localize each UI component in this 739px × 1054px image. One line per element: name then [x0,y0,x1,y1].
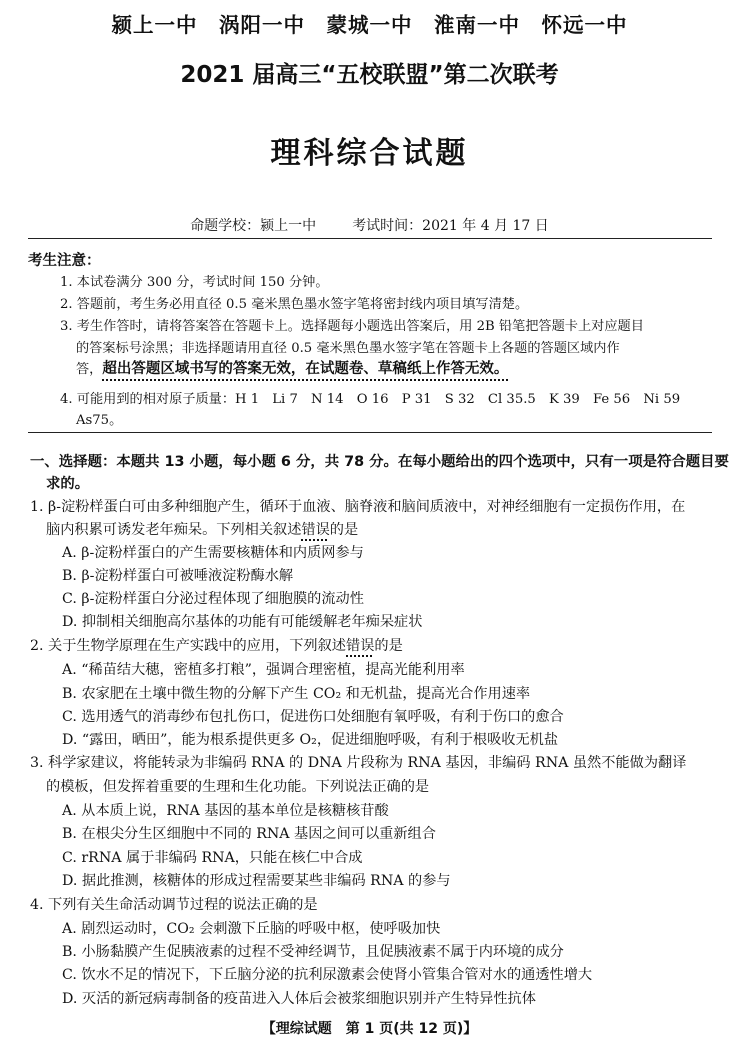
question-2-stem [30,635,403,655]
question-1-stem-suffix: 的是 [329,522,359,538]
question-3-option-c: C. rRNA 属于非编码 RNA，只能在核仁中合成 [62,850,363,866]
section-heading-line-1: 一、选择题：本题共 13 小题，每小题 6 分，共 78 分。在每小题给出的四个选项中，只有一项是符合题目要 [30,454,729,470]
question-1-stem-line-1: 1. β-淀粉样蛋白可由多种细胞产生，循环于血液、脑脊液和脑间质液中，对神经细胞有一定损伤作用，在 [30,499,686,515]
question-4-option-b: B. 小肠黏膜产生促胰液素的过程不受神经调节，且促胰液素不属于内环境的成分 [62,944,564,960]
notice-item-3-line-2: 的答案标号涂黑；非选择题请用直径 0.5 毫米黑色墨水签字笔在答题卡上各题的答题区域内作 [76,341,620,356]
question-4-option-d: D. 灭活的新冠病毒制备的疫苗进入人体后会被浆细胞识别并产生特异性抗体 [62,991,536,1007]
question-2-stem-prefix: 2. 关于生物学原理在生产实践中的应用，下列叙述 [30,638,346,654]
section-heading-line-2: 求的。 [46,476,90,492]
question-2-option-d: D. “露田，晒田”，能为根系提供更多 O₂，促进细胞呼吸，有利于根吸收无机盐 [62,732,559,748]
question-2-option-b: B. 农家肥在土壤中微生物的分解下产生 CO₂ 和无机盐，提高光合作用速率 [62,686,531,702]
question-1-stem-prefix: 脑内积累可诱发老年痴呆。下列相关叙述 [46,522,302,538]
question-2-emphasis: 错误 [346,638,375,654]
paper-title: 理科综合试题 [270,136,469,171]
notice-item-1: 1. 本试卷满分 300 分，考试时间 150 分钟。 [60,275,329,290]
exam-meta [0,215,739,235]
notice-item-3-line-1: 3. 考生作答时，请将答案答在答题卡上。选择题每小题选出答案后，用 2B 铅笔把答题卡上对应题目 [60,319,644,334]
exam-time: 考试时间：2021 年 4 月 17 日 [352,218,549,234]
top-rule [28,238,712,239]
question-1-option-b: B. β-淀粉样蛋白可被唾液淀粉酶水解 [62,568,294,584]
question-4-stem: 4. 下列有关生命活动调节过程的说法正确的是 [30,897,318,913]
notice-rule [28,432,712,433]
question-3-option-d: D. 据此推测，核糖体的形成过程需要某些非编码 RNA 的参与 [62,873,451,889]
question-1-option-d: D. 抑制相关细胞高尔基体的功能有可能缓解老年痴呆症状 [62,614,423,630]
question-3-option-a: A. 从本质上说，RNA 基因的基本单位是核糖核苷酸 [62,803,389,819]
notice-emphasis: 超出答题区域书写的答案无效，在试题卷、草稿纸上作答无效。 [102,361,509,377]
notice-item-4-line-2: As75。 [76,413,123,428]
question-3-stem-line-2: 的模板，但发挥着重要的生理和生化功能。下列说法正确的是 [46,779,430,795]
question-2-stem-suffix: 的是 [374,638,403,654]
notice-title: 考生注意： [28,253,101,269]
notice-item-3-prefix: 答， [76,362,103,377]
page-footer: 【理综试题 第 1 页(共 12 页)】 [261,1021,478,1037]
notice-item-4-line-1: 4. 可能用到的相对原子质量：H 1 Li 7 N 14 O 16 P 31 S 32 Cl 35.5 K 39 Fe 56 Ni 59 [60,392,681,407]
question-1-option-c: C. β-淀粉样蛋白分泌过程体现了细胞膜的流动性 [62,591,364,607]
school-names: 颍上一中 涡阳一中 蒙城一中 淮南一中 怀远一中 [111,13,628,37]
question-3-stem-line-1: 3. 科学家建议，将能转录为非编码 RNA 的 DNA 片段称为 RNA 基因，非编码 RNA 虽然不能做为翻译 [30,755,687,771]
question-2-option-c: C. 选用透气的消毒纱布包扎伤口，促进伤口处细胞有氧呼吸，有利于伤口的愈合 [62,709,564,725]
question-1-stem-line-2 [46,519,358,539]
question-4-option-c: C. 饮水不足的情况下，下丘脑分泌的抗利尿激素会使肾小管集合管对水的通透性增大 [62,967,593,983]
question-2-option-a: A. “稀苗结大穗，密植多打粮”，强调合理密植，提高光能利用率 [62,662,465,678]
question-3-option-b: B. 在根尖分生区细胞中不同的 RNA 基因之间可以重新组合 [62,826,436,842]
question-1-option-a: A. β-淀粉样蛋白的产生需要核糖体和内质网参与 [62,545,364,561]
notice-item-2: 2. 答题前，考生务必用直径 0.5 毫米黑色墨水签字笔将密封线内项目填写清楚。 [60,297,529,312]
setter-school: 命题学校：颍上一中 [190,218,317,234]
exam-title: 2021 届高三“五校联盟”第二次联考 [180,62,559,88]
notice-item-3-line-3 [76,357,508,378]
question-1-emphasis: 错误 [301,522,330,538]
question-4-option-a: A. 剧烈运动时，CO₂ 会刺激下丘脑的呼吸中枢，使呼吸加快 [62,921,441,937]
